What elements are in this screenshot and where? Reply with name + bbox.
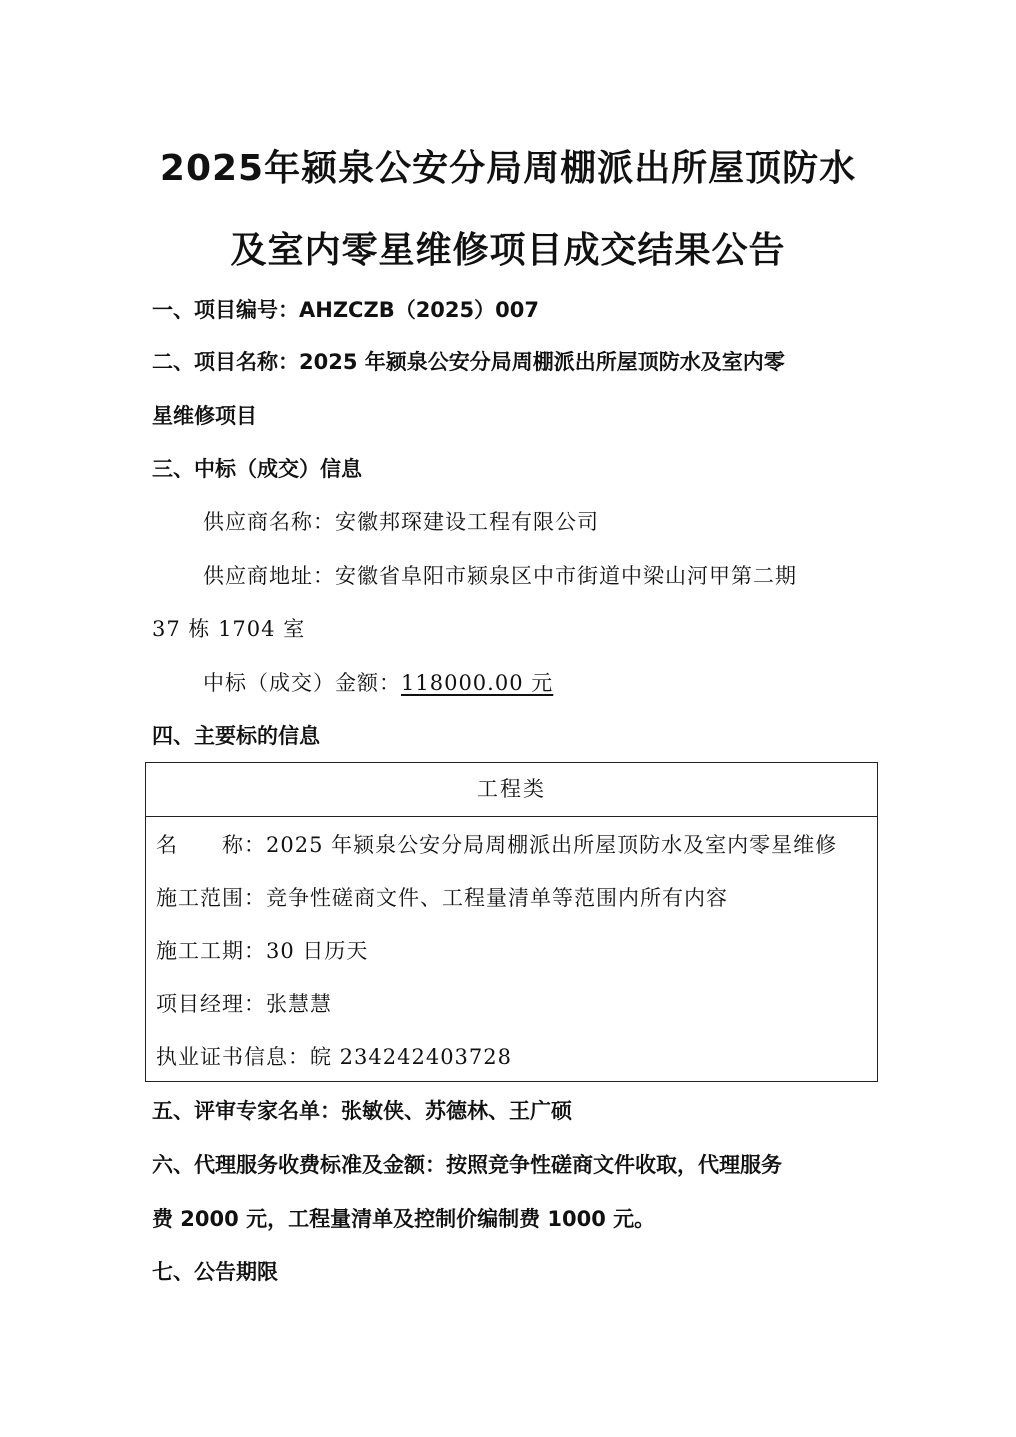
project-manager: 项目经理：张慧慧 <box>156 992 332 1016</box>
construction-duration: 施工工期：30 日历天 <box>156 939 369 963</box>
subject-info-table <box>145 762 878 1082</box>
project-number: 一、项目编号：AHZCZB（2025）007 <box>152 298 539 322</box>
main-subject-heading: 四、主要标的信息 <box>152 724 320 748</box>
supplier-address-line-2: 37 栋 1704 室 <box>152 617 306 641</box>
supplier-name: 供应商名称：安徽邦琛建设工程有限公司 <box>203 510 599 534</box>
project-name-line-1: 二、项目名称：2025 年颍泉公安分局周棚派出所屋顶防水及室内零 <box>152 350 785 374</box>
agency-fee-line-1: 六、代理服务收费标准及金额：按照竞争性磋商文件收取，代理服务 <box>152 1153 782 1177</box>
notice-period-heading: 七、公告期限 <box>152 1260 278 1284</box>
announcement-title-line-1: 2025年颍泉公安分局周棚派出所屋顶防水 <box>159 148 857 189</box>
practice-certificate: 执业证书信息：皖 234242403728 <box>156 1045 513 1069</box>
subject-table-header: 工程类 <box>146 763 877 817</box>
construction-scope: 施工范围：竞争性磋商文件、工程量清单等范围内所有内容 <box>156 886 728 910</box>
award-amount-label: 中标（成交）金额： <box>203 671 401 695</box>
review-experts: 五、评审专家名单：张敏侠、苏德林、王广硕 <box>152 1099 572 1123</box>
announcement-title-line-2: 及室内零星维修项目成交结果公告 <box>230 230 786 271</box>
subject-name: 名 称：2025 年颍泉公安分局周棚派出所屋顶防水及室内零星维修 <box>156 833 838 857</box>
project-name-line-2: 星维修项目 <box>152 404 257 428</box>
award-amount-value: 118000.00 元 <box>401 671 554 695</box>
award-info-heading: 三、中标（成交）信息 <box>152 457 362 481</box>
supplier-address-line-1: 供应商地址：安徽省阜阳市颍泉区中市街道中梁山河甲第二期 <box>203 564 797 588</box>
award-amount <box>203 668 553 698</box>
agency-fee-line-2: 费 2000 元，工程量清单及控制价编制费 1000 元。 <box>152 1207 656 1231</box>
